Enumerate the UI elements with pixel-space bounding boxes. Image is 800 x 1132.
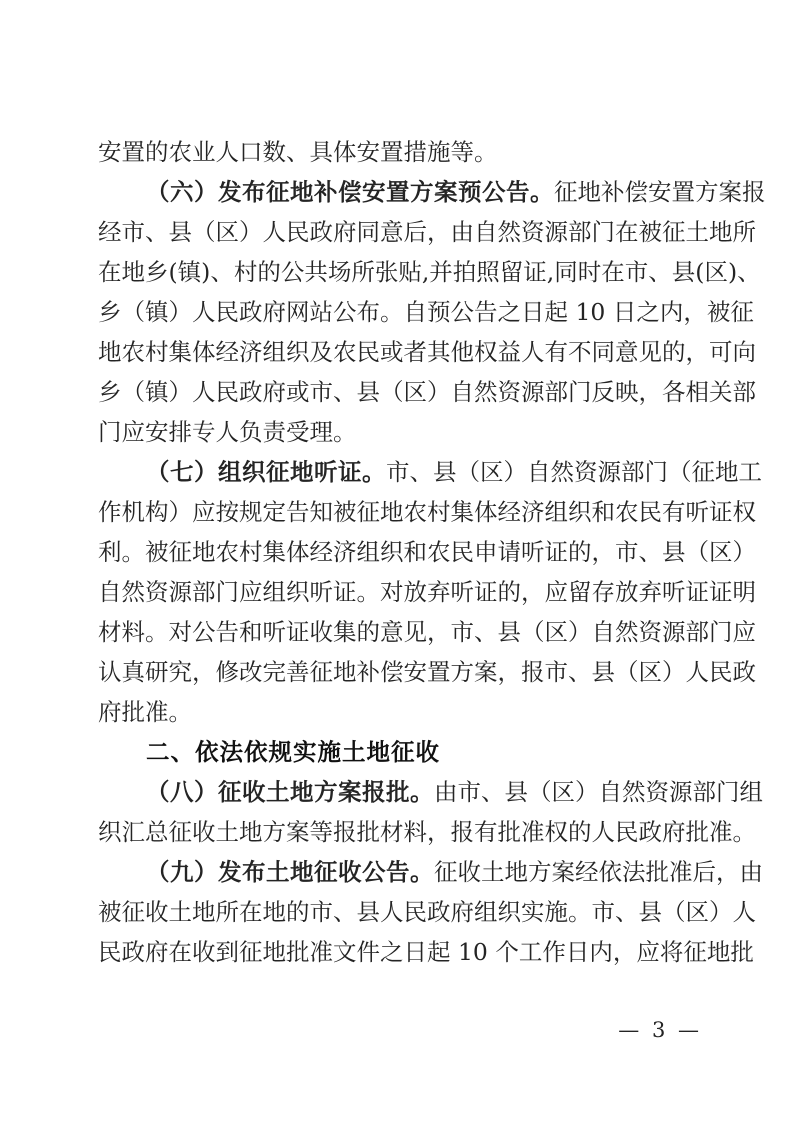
body-line: 被征收土地所在地的市、县人民政府组织实施。市、县（区）人 — [98, 898, 756, 926]
body-line-heading-eight — [98, 772, 763, 812]
body-line: 织汇总征收土地方案等报批材料，报有批准权的人民政府批准。 — [98, 818, 756, 846]
body-line: 作机构）应按规定告知被征地农村集体经济组织和农民有听证权 — [98, 498, 756, 526]
body-line: 乡（镇）人民政府网站公布。自预公告之日起 10 日之内，被征 — [98, 298, 754, 326]
body-line: 乡（镇）人民政府或市、县（区）自然资源部门反映，各相关部 — [98, 378, 756, 406]
body-line: 府批准。 — [98, 698, 192, 726]
body-line: 经市、县（区）人民政府同意后，由自然资源部门在被征土地所 — [98, 218, 756, 246]
document-body — [98, 132, 766, 972]
body-line: 在地乡(镇)、村的公共场所张贴,并拍照留证,同时在市、县(区)、 — [98, 258, 761, 286]
body-line-heading-nine — [98, 852, 763, 892]
item-label-nine: （九）发布土地征收公告。 — [146, 858, 434, 886]
item-text-six: 征地补偿安置方案报 — [554, 178, 766, 206]
body-line: 自然资源部门应组织听证。对放弃听证的，应留存放弃听证证明 — [98, 578, 756, 606]
section-heading-two: 二、依法依规实施土地征收 — [146, 738, 440, 766]
body-line: 认真研究，修改完善征地补偿安置方案，报市、县（区）人民政 — [98, 658, 756, 686]
body-line-heading-seven — [98, 452, 762, 492]
body-line: 地农村集体经济组织及农民或者其他权益人有不同意见的，可向 — [98, 338, 756, 366]
item-text-eight: 由市、县（区）自然资源部门组 — [434, 778, 763, 806]
body-line-heading-six — [98, 172, 766, 212]
page-number: — 3 — — [618, 1018, 702, 1042]
body-line: 材料。对公告和听证收集的意见，市、县（区）自然资源部门应 — [98, 618, 756, 646]
item-text-seven: 市、县（区）自然资源部门（征地工 — [386, 458, 762, 486]
body-line: 民政府在收到征地批准文件之日起 10 个工作日内，应将征地批 — [98, 938, 754, 966]
item-label-eight: （八）征收土地方案报批。 — [146, 778, 434, 806]
item-text-nine: 征收土地方案经依法批准后，由 — [434, 858, 763, 886]
body-line: 门应安排专人负责受理。 — [98, 418, 357, 446]
item-label-seven: （七）组织征地听证。 — [146, 458, 386, 486]
item-label-six: （六）发布征地补偿安置方案预公告。 — [146, 178, 554, 206]
body-line: 利。被征地农村集体经济组织和农民申请听证的，市、县（区） — [98, 538, 756, 566]
body-line: 安置的农业人口数、具体安置措施等。 — [98, 138, 498, 166]
